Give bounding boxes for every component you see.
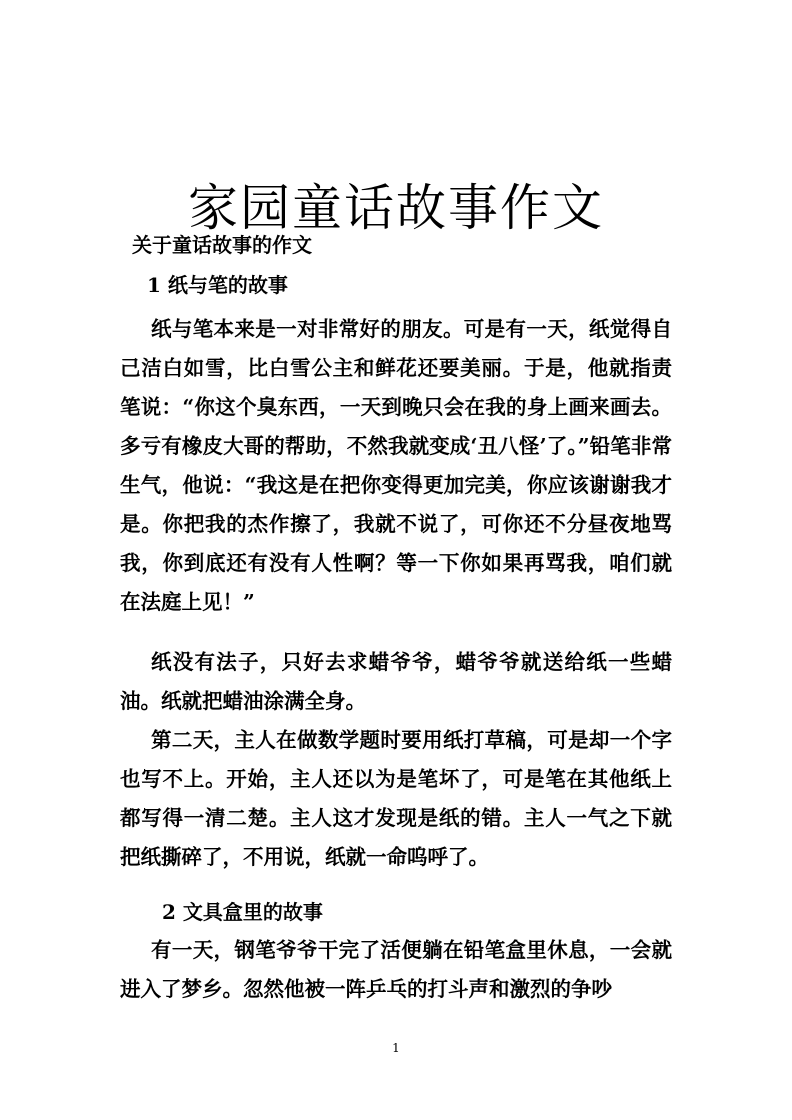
page-title: 家园童话故事作文: [188, 178, 604, 237]
section-heading-1: 1 纸与笔的故事: [147, 273, 288, 297]
section-heading-2: 2 文具盒里的故事: [162, 900, 323, 924]
document-subtitle: 关于童话故事的作文: [132, 233, 312, 257]
paragraph-1: 纸与笔本来是一对非常好的朋友。可是有一天，纸觉得自己洁白如雪，比白雪公主和鲜花还要美丽。于是，他就指责笔说：“你这个臭东西，一天到晚只会在我的身上画来画去。多亏有橡皮大哥的帮助，不然我就变成‘丑八怪’了。”铅笔非常生气，他说：“我这是在把你变得更加完美，你应该谢谢我才是。你把我的杰作擦了，我就不说了，可你还不分昼夜地骂我，你到底还有没有人性啊？等一下你如果再骂我，咱们就在法庭上见！”: [120, 317, 672, 614]
paragraph-2: 纸没有法子，只好去求蜡爷爷，蜡爷爷就送给纸一些蜡油。纸就把蜡油涂满全身。: [120, 650, 672, 713]
paragraph-3: 第二天，主人在做数学题时要用纸打草稿，可是却一个字也写不上。开始，主人还以为是笔坏了，可是笔在其他纸上都写得一清二楚。主人这才发现是纸的错。主人一气之下就把纸撕碎了，不用说，纸就一命呜呼了。: [120, 728, 672, 869]
paragraph-4: 有一天，钢笔爷爷干完了活便躺在铅笔盒里休息，一会就进入了梦乡。忽然他被一阵乒乓的打斗声和激烈的争吵: [120, 938, 672, 1001]
page-number: 1: [392, 1041, 400, 1055]
